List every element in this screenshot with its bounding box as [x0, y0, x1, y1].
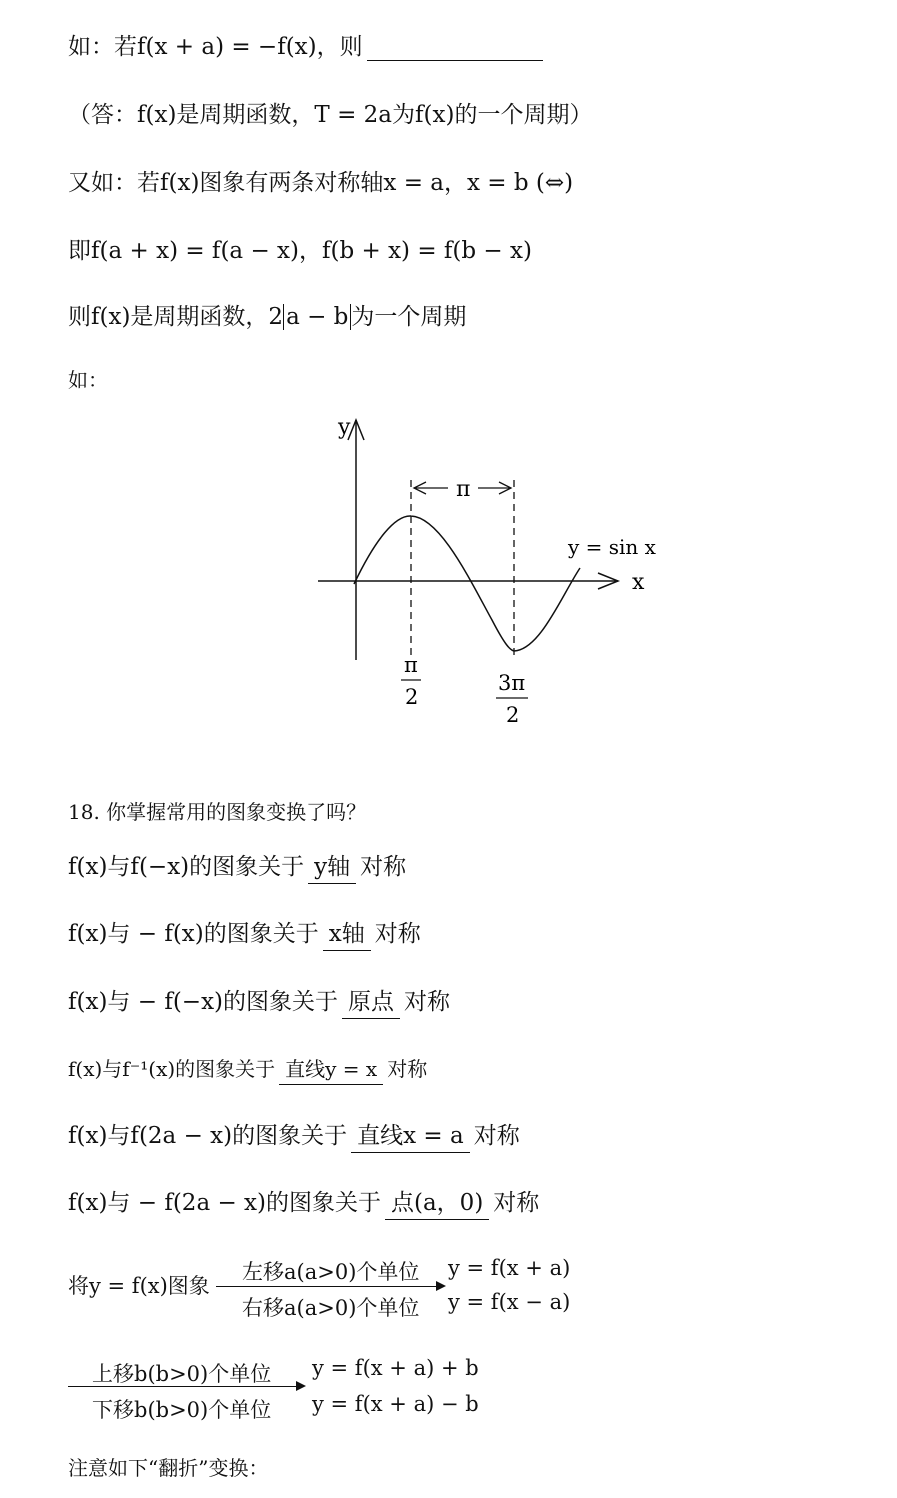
curve-label: y = sin x [568, 535, 656, 559]
abs-value: a − b [283, 304, 351, 330]
line-5-pre: 则f(x)是周期函数，2 [68, 304, 284, 330]
tick-pi-over-2-num: π [404, 653, 418, 677]
row-1-pre: f(x)与f(−x)的图象关于 [68, 854, 305, 880]
vshift-arrow-line [68, 1386, 298, 1387]
line-5 [68, 298, 466, 331]
period-label: π [456, 477, 471, 502]
tick-pi-over-2-den: 2 [405, 685, 419, 709]
transform-row-2 [68, 915, 421, 951]
tick-3pi-over-2-num: 3π [498, 671, 526, 695]
vshift-arrow-head [296, 1381, 306, 1391]
row-5-answer: 直线x = a [351, 1117, 470, 1153]
shift-vertical-block [68, 1356, 588, 1426]
row-5-post: 对称 [473, 1123, 520, 1149]
row-3-pre: f(x)与 − f(−x)的图象关于 [68, 989, 339, 1015]
row-3-post: 对称 [404, 989, 451, 1015]
row-3-answer: 原点 [342, 983, 400, 1019]
shift-left-label: 左移a(a>0)个单位 [242, 1260, 420, 1284]
transform-row-6 [68, 1184, 539, 1220]
row-6-pre: f(x)与 − f(2a − x)的图象关于 [68, 1190, 381, 1216]
shift-up-label: 上移b(b>0)个单位 [92, 1362, 272, 1386]
row-2-answer: x轴 [323, 915, 371, 951]
transform-row-3 [68, 983, 450, 1019]
transform-row-1 [68, 848, 406, 884]
answer-blank [367, 38, 543, 61]
row-2-post: 对称 [374, 921, 421, 947]
row-6-post: 对称 [493, 1190, 540, 1216]
row-4-answer: 直线y = x [279, 1053, 383, 1085]
sine-curve [354, 516, 580, 651]
y-axis-label: y [338, 415, 351, 440]
shift-arrow-head [436, 1281, 446, 1291]
row-5-pre: f(x)与f(2a − x)的图象关于 [68, 1123, 348, 1149]
x-axis-label: x [632, 570, 645, 595]
row-2-pre: f(x)与 − f(x)的图象关于 [68, 921, 319, 947]
line-2: （答：f(x)是周期函数，T = 2a为f(x)的一个周期） [68, 102, 593, 128]
tick-3pi-over-2-den: 2 [506, 703, 520, 727]
note-line: 注意如下“翻折”变换： [68, 1456, 269, 1480]
row-1-answer: y轴 [308, 848, 356, 884]
transform-row-4 [68, 1053, 427, 1085]
row-4-post: 对称 [387, 1057, 428, 1081]
line-1-text: 如：若f(x + a) = −f(x)，则 [68, 34, 363, 60]
shift-arrow-line [216, 1286, 438, 1287]
row-6-answer: 点(a，0) [385, 1184, 489, 1220]
row-1-post: 对称 [360, 854, 407, 880]
shift-result-2: y = f(x − a) [448, 1290, 571, 1314]
section-18-title: 18. 你掌握常用的图象变换了吗？ [68, 800, 367, 824]
line-4: 即f(a + x) = f(a − x)，f(b + x) = f(b − x) [68, 238, 532, 264]
shift-lead: 将y = f(x)图象 [68, 1274, 210, 1298]
shift-down-label: 下移b(b>0)个单位 [92, 1398, 272, 1422]
sine-graph [300, 410, 680, 740]
line-1 [68, 28, 543, 61]
line-5-post: 为一个周期 [351, 304, 467, 330]
shift-result-1: y = f(x + a) [448, 1256, 571, 1280]
transform-row-5 [68, 1117, 520, 1153]
shift-right-label: 右移a(a>0)个单位 [242, 1296, 420, 1320]
line-6: 如： [68, 368, 108, 392]
row-4-pre: f(x)与f⁻¹(x)的图象关于 [68, 1057, 276, 1081]
vshift-result-2: y = f(x + a) − b [312, 1392, 479, 1416]
line-3: 又如：若f(x)图象有两条对称轴x = a，x = b (⇔) [68, 170, 574, 196]
shift-horizontal-block [68, 1256, 588, 1326]
vshift-result-1: y = f(x + a) + b [312, 1356, 479, 1380]
